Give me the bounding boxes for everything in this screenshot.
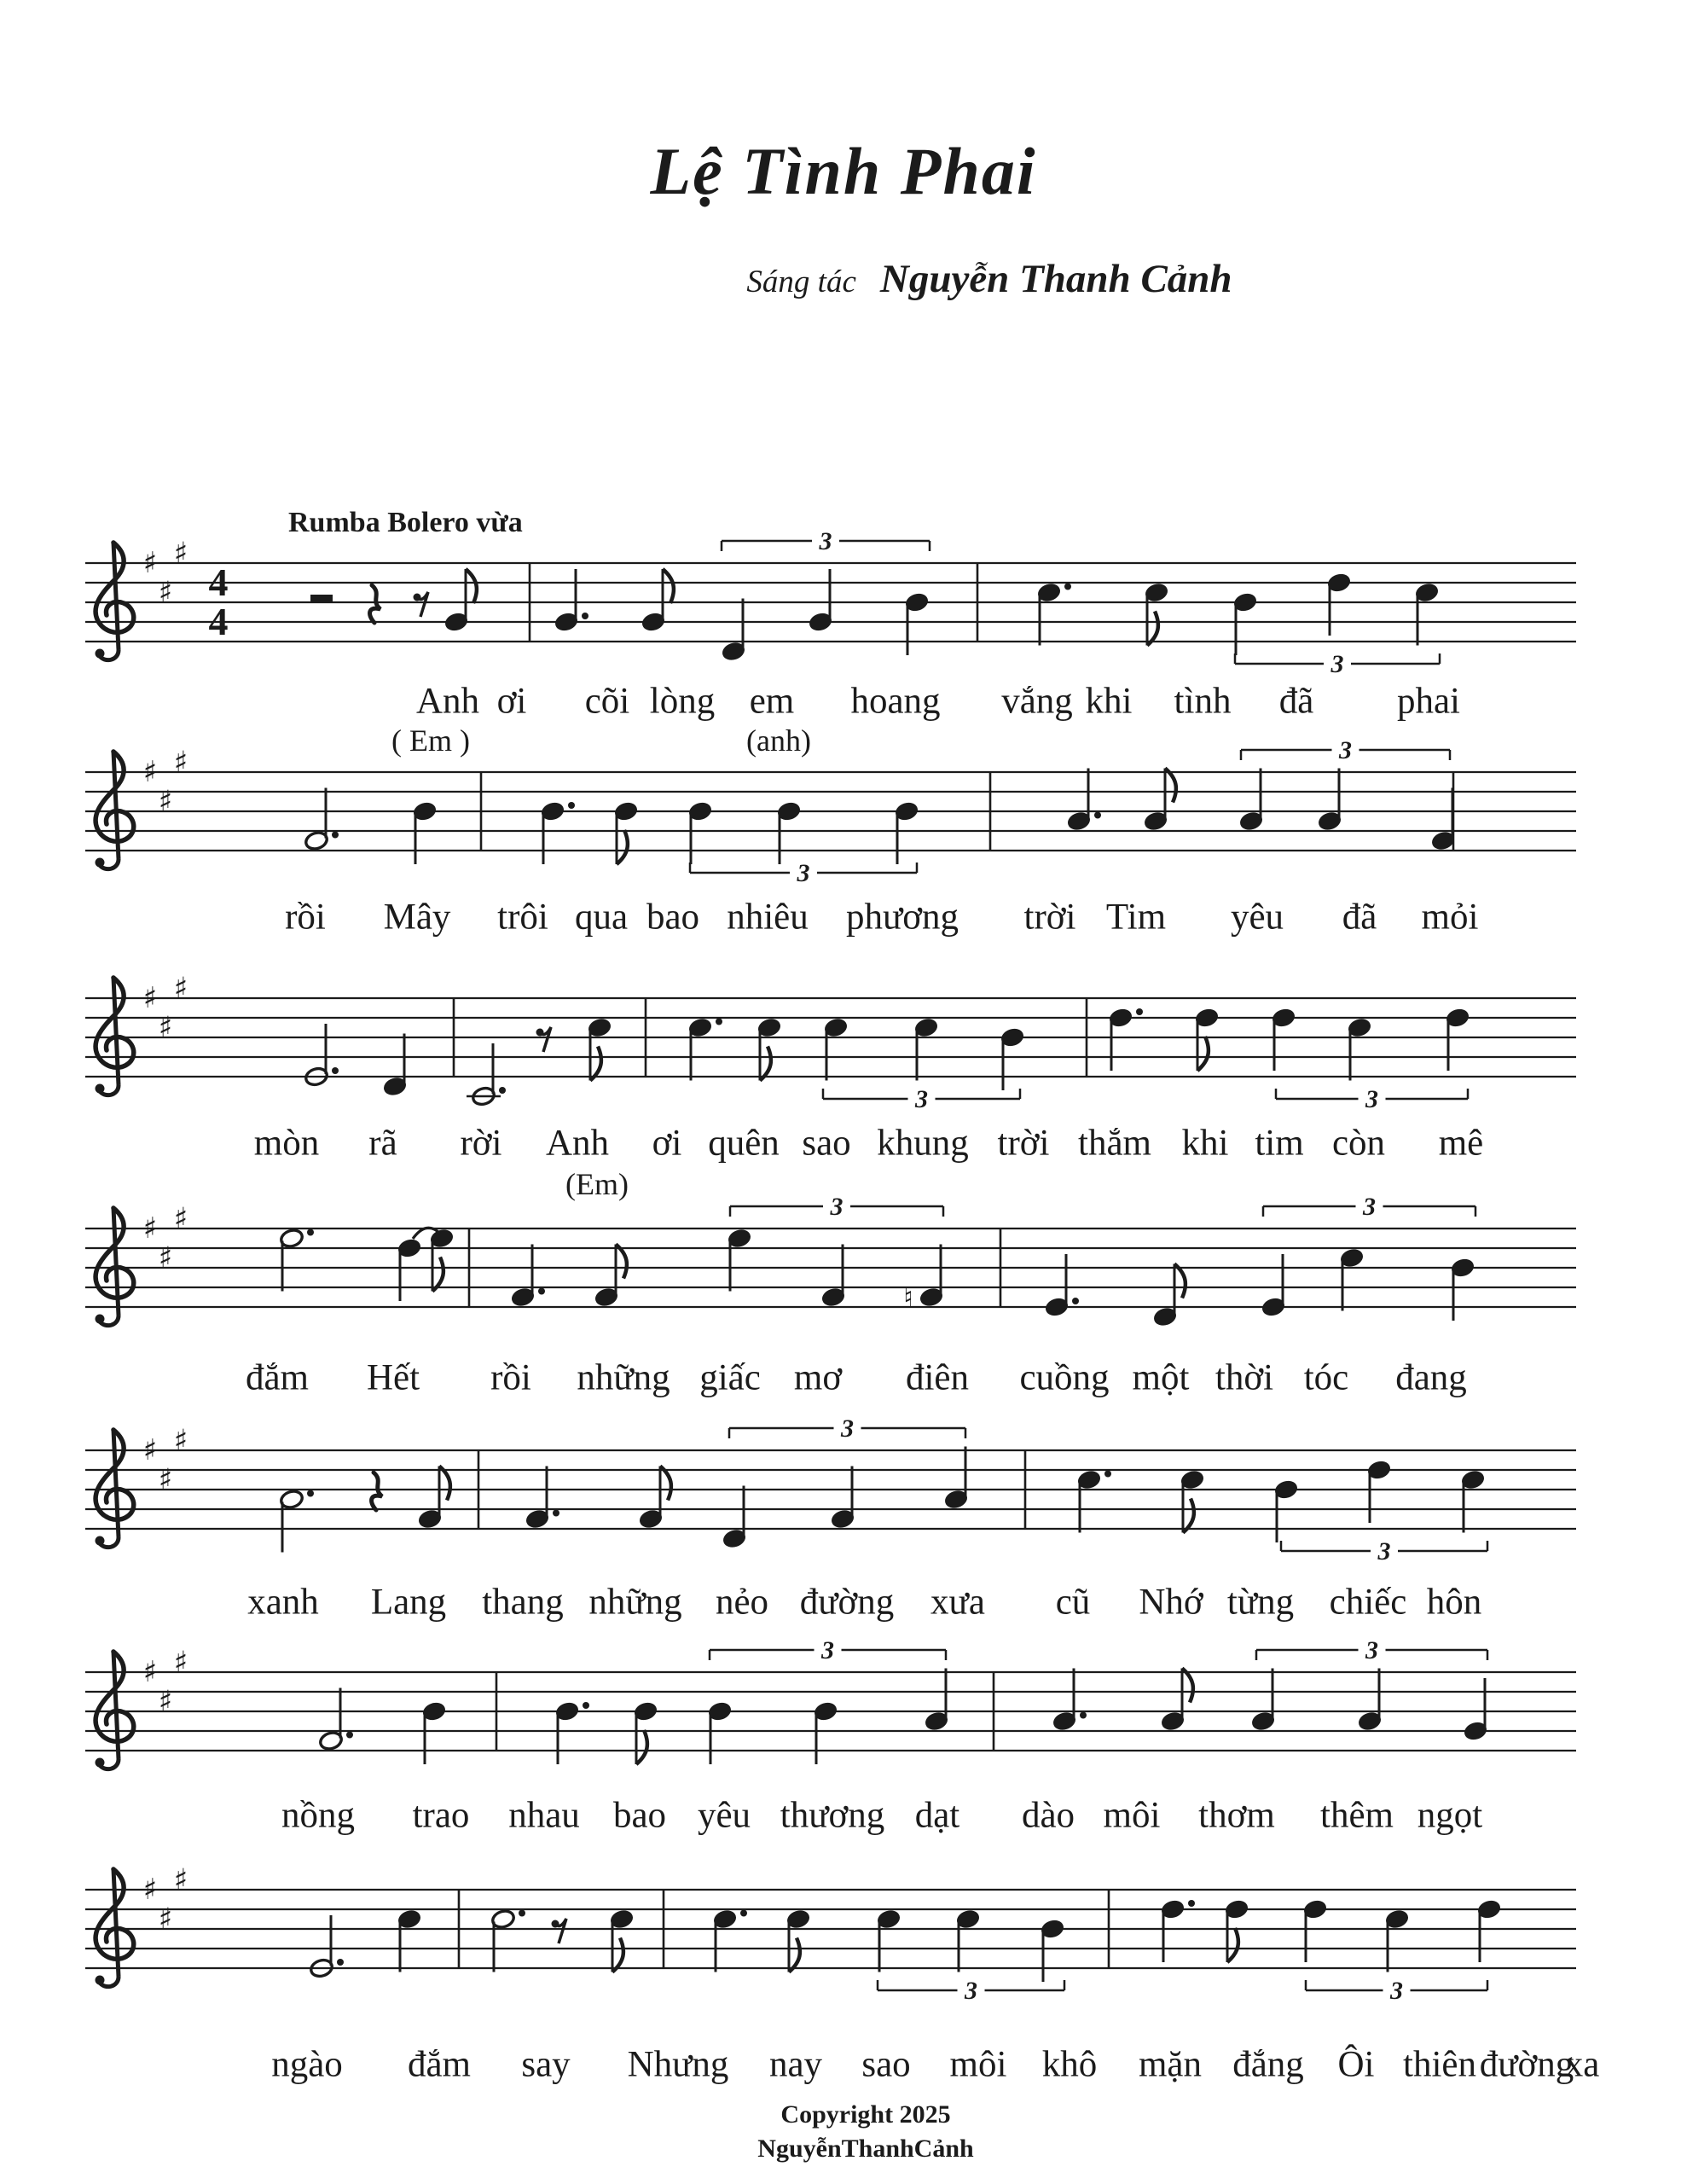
lyric-syllable: bao xyxy=(612,1795,667,1836)
sharp-icon: ♯ xyxy=(173,971,188,1006)
lyric-syllable: cũ xyxy=(1055,1582,1091,1623)
lyric-syllable: ơi xyxy=(652,1123,682,1164)
lyric-syllable: ngọt xyxy=(1417,1795,1483,1836)
copyright-line: Copyright 2025 xyxy=(780,2100,951,2129)
lyric-syllable: dạt xyxy=(914,1795,960,1836)
lyric-syllable: Nhưng xyxy=(627,2044,729,2085)
time-signature: 4 xyxy=(208,561,229,604)
lyric-syllable: Anh xyxy=(415,681,480,722)
augmentation-dot xyxy=(307,1490,314,1497)
lyric-syllable: đường xyxy=(799,1582,895,1623)
lyric-syllable: mê xyxy=(1438,1123,1484,1164)
triplet-number: 3 xyxy=(830,1193,844,1221)
eighth-flag xyxy=(1147,612,1158,646)
lyric-syllable: rồi xyxy=(285,897,326,938)
time-signature: 4 xyxy=(208,600,229,643)
lyric-syllable: nay xyxy=(768,2044,823,2085)
lyric-syllable: mơ xyxy=(793,1357,843,1398)
lyric-syllable: Tim xyxy=(1105,897,1167,938)
augmentation-dot xyxy=(1188,1900,1195,1907)
augmentation-dot xyxy=(583,1702,589,1709)
triplet-number: 3 xyxy=(819,527,832,555)
lyric-syllable: dào xyxy=(1021,1795,1075,1836)
lyric-syllable: một xyxy=(1132,1357,1190,1398)
augmentation-dot xyxy=(519,1910,525,1917)
triplet-number: 3 xyxy=(1363,1193,1376,1221)
lyric-syllable: lòng xyxy=(649,681,716,722)
lyric-syllable: quên xyxy=(708,1123,780,1164)
eighth-flag xyxy=(432,1258,443,1292)
lyric-syllable: xa xyxy=(1564,2044,1600,2085)
lyric-syllable: chiếc xyxy=(1329,1582,1407,1623)
lyric-syllable: ơi xyxy=(496,681,527,722)
augmentation-dot xyxy=(1072,1298,1079,1304)
lyric-syllable: thương xyxy=(780,1795,885,1836)
treble-clef-icon xyxy=(96,1536,105,1546)
lyric-syllable: vắng xyxy=(1001,681,1073,722)
lyric-syllable: mỏi xyxy=(1421,897,1479,938)
lyric-syllable: trao xyxy=(412,1795,470,1836)
lyric-syllable: đắm xyxy=(245,1357,310,1398)
lyric-syllable: môi xyxy=(949,2044,1007,2085)
lyric-syllable: tim xyxy=(1255,1123,1304,1164)
lyric-syllable: em xyxy=(749,681,795,722)
lyric-syllable: hoang xyxy=(850,681,941,722)
eighth-flag xyxy=(1183,1499,1194,1533)
augmentation-dot xyxy=(538,1288,545,1295)
sharp-icon: ♯ xyxy=(142,1433,158,1467)
lyric-syllable: đắm xyxy=(407,2044,472,2085)
augmentation-dot xyxy=(499,1087,506,1094)
quarter-rest xyxy=(372,1472,382,1510)
augmentation-dot xyxy=(332,832,339,839)
lyric-syllable: đường xyxy=(1479,2044,1574,2085)
lyric-syllable: rời xyxy=(460,1123,502,1164)
lyric-syllable: khi xyxy=(1181,1123,1229,1164)
lyric-syllable: đắng xyxy=(1232,2044,1304,2085)
augmentation-dot xyxy=(716,1019,722,1025)
sharp-icon: ♯ xyxy=(158,784,173,819)
triplet-number: 3 xyxy=(1377,1537,1391,1565)
eighth-flag xyxy=(636,1730,647,1764)
natural-icon: ♮ xyxy=(903,1281,913,1314)
staff-system-6 xyxy=(85,1636,1576,1769)
augmentation-dot xyxy=(1104,1471,1111,1478)
lyric-syllable: tóc xyxy=(1303,1357,1349,1398)
augmentation-dot xyxy=(568,802,575,809)
song-title: Lệ Tình Phai xyxy=(650,134,1037,208)
sharp-icon: ♯ xyxy=(158,1240,173,1275)
lyric-syllable: nhau xyxy=(508,1795,580,1836)
sharp-icon: ♯ xyxy=(173,1201,188,1236)
augmentation-dot xyxy=(553,1510,559,1517)
chord-annotation: ( Em ) xyxy=(391,723,470,758)
lyric-syllable: sao xyxy=(861,2044,911,2085)
quarter-rest xyxy=(370,585,380,623)
half-rest xyxy=(310,595,333,602)
lyric-syllable: rã xyxy=(368,1123,397,1164)
triplet-number: 3 xyxy=(1339,736,1352,764)
treble-clef-icon xyxy=(96,1976,105,1985)
augmentation-dot xyxy=(1094,812,1101,819)
treble-clef-icon xyxy=(96,858,105,868)
staff-system-7 xyxy=(85,1863,1576,2006)
lyric-syllable: xanh xyxy=(247,1582,319,1623)
tempo-marking: Rumba Bolero vừa xyxy=(288,507,523,538)
lyric-syllable: cuồng xyxy=(1019,1357,1110,1398)
eighth-flag xyxy=(616,1245,627,1279)
lyric-syllable: xưa xyxy=(930,1582,985,1623)
lyric-syllable: phương xyxy=(845,897,959,938)
lyric-syllable: những xyxy=(588,1582,682,1623)
sharp-icon: ♯ xyxy=(142,546,158,580)
sharp-icon: ♯ xyxy=(142,755,158,789)
treble-clef-icon xyxy=(96,1315,105,1324)
lyric-syllable: thắm xyxy=(1078,1123,1151,1164)
augmentation-dot xyxy=(337,1959,344,1966)
composer-name: Nguyễn Thanh Cảnh xyxy=(879,257,1232,301)
lyric-syllable: thời xyxy=(1215,1357,1274,1398)
augmentation-dot xyxy=(307,1229,314,1236)
copyright-author: NguyễnThanhCảnh xyxy=(757,2135,974,2163)
eighth-flag xyxy=(590,1047,601,1081)
lyric-syllable: rồi xyxy=(490,1357,531,1398)
lyric-syllable: cõi xyxy=(584,681,630,722)
lyric-syllable: Anh xyxy=(545,1123,610,1164)
eighth-flag xyxy=(1227,1928,1238,1962)
staff-system-3 xyxy=(85,972,1576,1114)
sharp-icon: ♯ xyxy=(142,1655,158,1689)
sharp-icon: ♯ xyxy=(173,745,188,780)
lyric-syllable: giấc xyxy=(699,1357,761,1398)
augmentation-dot xyxy=(1064,584,1071,590)
lyric-syllable: đã xyxy=(1342,897,1377,938)
staff-system-5 xyxy=(85,1414,1576,1565)
lyric-syllable: đang xyxy=(1395,1357,1467,1398)
lyric-syllable: bao xyxy=(646,897,700,938)
lyric-syllable: đã xyxy=(1278,681,1314,722)
treble-clef-icon xyxy=(96,649,105,659)
staff-system-4 xyxy=(85,1193,1576,1327)
sharp-icon: ♯ xyxy=(142,1873,158,1907)
lyric-syllable: thêm xyxy=(1320,1795,1394,1836)
lyric-syllable: khô xyxy=(1041,2044,1098,2085)
lyric-syllable: thang xyxy=(482,1582,564,1623)
lyric-syllable: thơm xyxy=(1198,1795,1275,1836)
lyric-syllable: nhiêu xyxy=(727,897,809,938)
triplet-number: 3 xyxy=(797,859,810,887)
eighth-flag xyxy=(612,1938,623,1972)
eighth-flag xyxy=(1197,1037,1209,1071)
triplet-number: 3 xyxy=(1390,1977,1403,2005)
lyric-syllable: Mây xyxy=(383,897,451,938)
eighth-flag xyxy=(789,1938,800,1972)
eighth-flag xyxy=(1165,769,1176,803)
lyric-syllable: sao xyxy=(802,1123,851,1164)
staff-system-2 xyxy=(85,736,1576,887)
triplet-number: 3 xyxy=(915,1085,928,1113)
lyric-syllable: trời xyxy=(997,1123,1050,1164)
lyric-syllable: phai xyxy=(1396,681,1461,722)
augmentation-dot xyxy=(582,613,588,619)
lyric-syllable: Nhớ xyxy=(1139,1582,1203,1623)
sharp-icon: ♯ xyxy=(142,1211,158,1246)
lyric-syllable: mòn xyxy=(253,1123,320,1164)
lyric-syllable: trôi xyxy=(497,897,548,938)
augmentation-dot xyxy=(332,1067,339,1074)
eighth-flag xyxy=(660,1467,671,1501)
lyric-syllable: ngào xyxy=(271,2044,343,2085)
eighth-flag xyxy=(760,1047,771,1081)
lyric-syllable: còn xyxy=(1331,1123,1386,1164)
eighth-flag xyxy=(1174,1264,1186,1298)
sharp-icon: ♯ xyxy=(142,981,158,1015)
sharp-icon: ♯ xyxy=(158,1684,173,1719)
lyric-syllable: Hết xyxy=(366,1357,420,1398)
sharp-icon: ♯ xyxy=(158,1902,173,1937)
sharp-icon: ♯ xyxy=(158,575,173,610)
augmentation-dot xyxy=(740,1910,747,1917)
triplet-number: 3 xyxy=(821,1636,834,1664)
lyric-syllable: tình xyxy=(1174,681,1232,722)
lyric-syllable: khung xyxy=(877,1123,969,1164)
lyric-syllable: Lang xyxy=(370,1582,447,1623)
credit-label: Sáng tác xyxy=(746,264,856,299)
lyric-syllable: qua xyxy=(574,897,629,938)
lyric-syllable: những xyxy=(577,1357,670,1398)
lyric-syllable: mặn xyxy=(1138,2044,1203,2085)
lyric-syllable: trời xyxy=(1023,897,1076,938)
triplet-number: 3 xyxy=(841,1414,854,1443)
eighth-flag xyxy=(439,1467,450,1501)
treble-clef-icon xyxy=(96,1084,105,1094)
sharp-icon: ♯ xyxy=(158,1010,173,1045)
lyric-syllable: Ôi xyxy=(1337,2044,1375,2085)
chord-annotation: (anh) xyxy=(746,723,811,758)
eighth-flag xyxy=(1182,1669,1193,1703)
lyric-syllable: thiên xyxy=(1403,2044,1476,2085)
lyric-syllable: hôn xyxy=(1426,1582,1482,1623)
triplet-number: 3 xyxy=(1365,1085,1378,1113)
triplet-number: 3 xyxy=(1365,1636,1378,1664)
lyric-syllable: môi xyxy=(1103,1795,1161,1836)
sharp-icon: ♯ xyxy=(158,1462,173,1497)
triplet-number: 3 xyxy=(1330,650,1344,678)
augmentation-dot xyxy=(1080,1712,1087,1719)
lyric-syllable: nồng xyxy=(281,1795,355,1836)
augmentation-dot xyxy=(346,1732,353,1739)
sharp-icon: ♯ xyxy=(173,536,188,571)
lyric-syllable: nẻo xyxy=(715,1582,769,1623)
triplet-number: 3 xyxy=(965,1977,977,2005)
lyric-syllable: yêu xyxy=(697,1795,751,1836)
lyric-syllable: yêu xyxy=(1230,897,1284,938)
treble-clef-icon xyxy=(96,1758,105,1768)
sharp-icon: ♯ xyxy=(173,1423,188,1458)
lyric-syllable: điên xyxy=(905,1357,970,1398)
eighth-flag xyxy=(617,830,628,864)
lyric-syllable: khi xyxy=(1085,681,1133,722)
lyric-syllable: say xyxy=(521,2044,571,2085)
eighth-flag xyxy=(663,569,674,603)
staff-system-1 xyxy=(85,527,1576,678)
chord-annotation: (Em) xyxy=(565,1167,629,1201)
augmentation-dot xyxy=(1136,1008,1143,1015)
lyric-syllable: từng xyxy=(1226,1582,1295,1623)
sharp-icon: ♯ xyxy=(173,1645,188,1680)
eighth-flag xyxy=(466,569,477,603)
sharp-icon: ♯ xyxy=(173,1862,188,1897)
